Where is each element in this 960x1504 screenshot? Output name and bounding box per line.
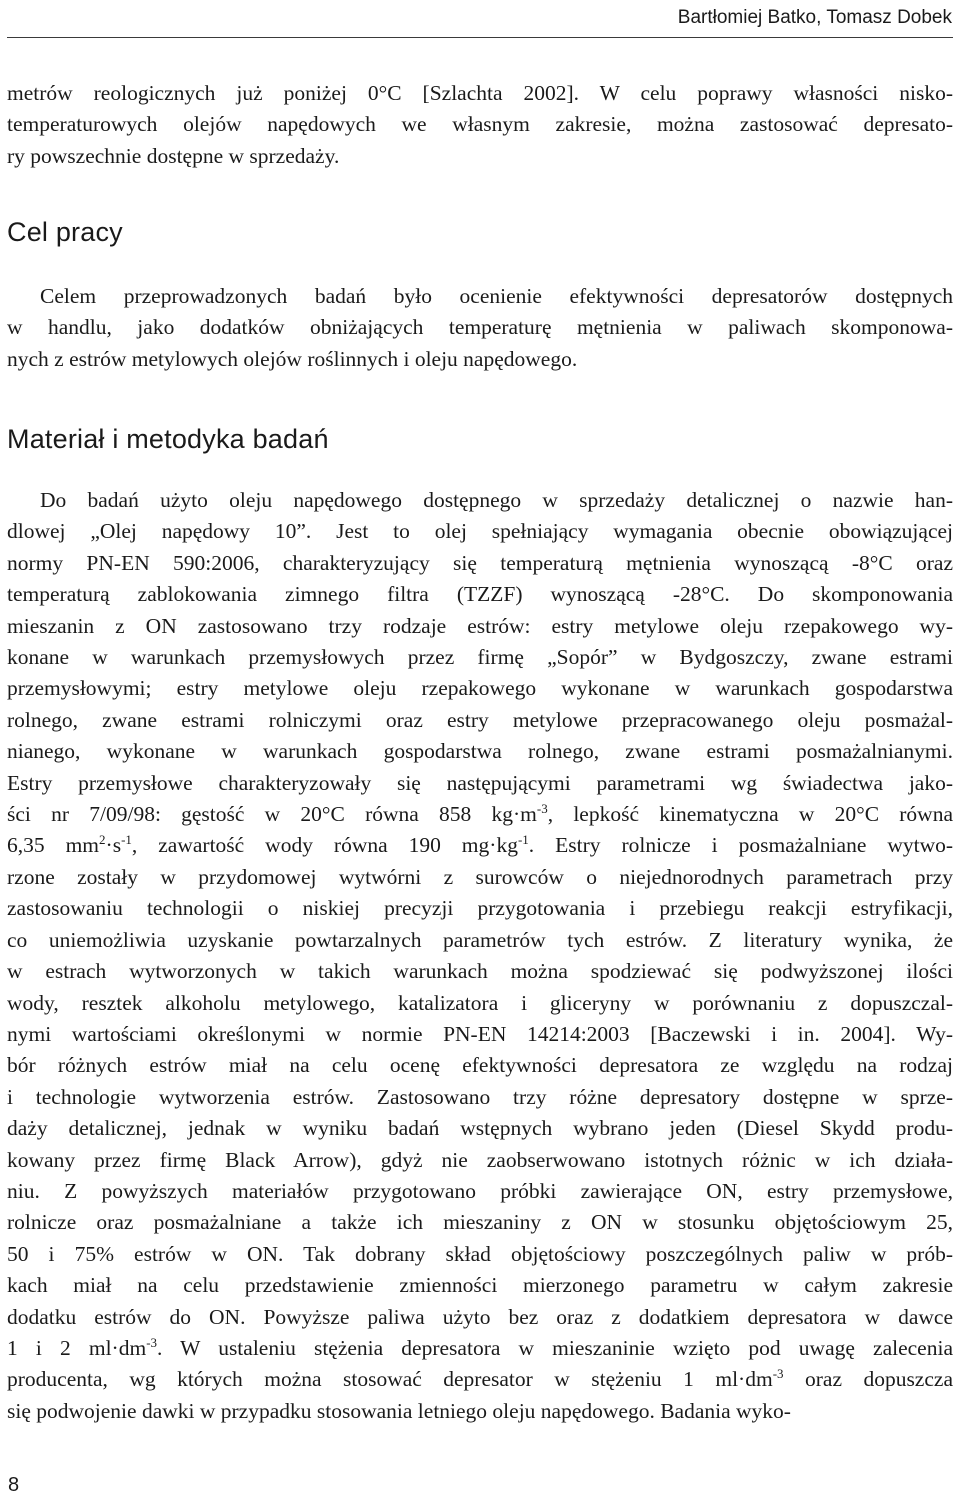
- text-line: dlowej „Olej napędowy 10”. Jest to olej spełniający wymagania obecnie obowiązującej: [7, 519, 953, 544]
- text-line: w estrach wytworzonych w takich warunkach można spodziewać się podwyższonej ilości: [7, 959, 953, 984]
- text-line: rolnego, zwane estrami rolniczymi oraz estry metylowe przepracowanego oleju posmażal-: [7, 707, 953, 732]
- text-line: normy PN-EN 590:2006, charakteryzujący się temperaturą mętnienia wynoszącą -8°C oraz: [7, 550, 953, 575]
- text-line: ści nr 7/09/98: gęstość w 20°C równa 858 $kg\cdot m^{-3}$, lepkość kinematyczna w 20°C równa: [7, 801, 953, 827]
- text-line: nymi wartościami określonymi w normie PN-EN 14214:2003 [Baczewski i in. 2004]. Wy-: [7, 1021, 953, 1046]
- text-line: metrów reologicznych już poniżej 0°C [Szlachta 2002]. W celu poprawy własności nisko-: [7, 81, 953, 105]
- text-line: wody, resztek alkoholu metylowego, katalizatora i gliceryny w porównaniu z dopuszczal-: [7, 990, 953, 1015]
- text-line: przemysłowymi; estry metylowe oleju rzepakowego wykonane w warunkach gospodarstwa: [7, 676, 953, 701]
- superscript: -1: [121, 832, 132, 848]
- methods-paragraph: [7, 485, 953, 1427]
- text-line: bór różnych estrów miał na celu ocenę efektywności depresatora ze względu na rodzaj: [7, 1053, 953, 1078]
- text-line: się podwojenie dawki w przypadku stosowania letniego oleju napędowego. Badania wyko-: [7, 1398, 791, 1423]
- text-line: nianego, wykonane w warunkach gospodarstwa rolnego, zwane estrami posmażalnianymi.: [7, 739, 953, 764]
- text-line: daży detalicznej, jednak w wyniku badań wstępnych wybrano jeden (Diesel Skydd produ-: [7, 1116, 953, 1141]
- text-line: i technologie wytworzenia estrów. Zastosowano trzy różne depresatory dostępne w sprze-: [7, 1084, 953, 1109]
- text-line: 6,35 $mm^2\cdot s^{-1}$, zawartość wody równa 190 $mg\cdot kg^{-1}$. Estry rolnicze i posmażalniane wytwo-: [7, 832, 954, 858]
- running-header-authors: Bartłomiej Batko, Tomasz Dobek: [677, 7, 952, 28]
- text-line: producenta, wg których można stosować depresator w stężeniu 1 $ml\cdot dm^{-3}$ oraz dopuszcza: [7, 1366, 953, 1392]
- intro-paragraph: [7, 78, 953, 172]
- superscript: -3: [146, 1334, 158, 1350]
- superscript: -3: [536, 801, 548, 817]
- text-line: niu. Z powyższych materiałów przygotowano próbki zawierające ON, estry przemysłowe,: [7, 1178, 953, 1203]
- text-line: temperaturowych olejów napędowych we własnym zakresie, można zastosować depresato-: [7, 112, 953, 137]
- text-line: zastosowaniu technologii o niskiej precyzji przygotowania i przebiegu reakcji estryfikacji,: [7, 896, 953, 921]
- superscript: -1: [517, 832, 529, 848]
- text-line: nych z estrów metylowych olejów roślinnych i oleju napędowego.: [7, 346, 578, 371]
- header-divider: [7, 37, 953, 38]
- text-line: konane w warunkach przemysłowych przez firmę „Sopór” w Bydgoszczy, zwane estrami: [7, 645, 953, 670]
- text-line: dodatku estrów do ON. Powyższe paliwa użyto bez oraz z dodatkiem depresatora w dawce: [7, 1304, 953, 1329]
- text-line: w handlu, jako dodatków obniżających temperaturę mętnienia w paliwach skomponowa-: [7, 315, 953, 340]
- aim-paragraph: [7, 281, 953, 375]
- text-line: kowany przez firmę Black Arrow), gdyż nie zaobserwowano istotnych różnic w ich działa-: [7, 1147, 953, 1172]
- text-line: co uniemożliwia uzyskanie powtarzalnych parametrów tych estrów. Z literatury wynika, że: [7, 927, 953, 952]
- text-line: Do badań użyto oleju napędowego dostępnego w sprzedaży detalicznej o nazwie han-: [40, 488, 953, 512]
- text-line: 1 i 2 $ml\cdot dm^{-3}$. W ustaleniu stężenia depresatora w mieszaninie wzięto pod uwagę zalecenia: [7, 1334, 953, 1360]
- text-line: rolnicze oraz posmażalniane a także ich mieszaniny z ON w stosunku objętościowym 25,: [7, 1210, 953, 1235]
- text-line: rzone zostały w przydomowej wytwórni z surowców o niejednorodnych parametrach przy: [7, 864, 953, 889]
- heading-methods: Materiał i metodyka badań: [7, 424, 329, 454]
- text-line: ry powszechnie dostępne w sprzedaży.: [7, 143, 340, 168]
- text-line: kach miał na celu przedstawienie zmienności mierzonego parametru w całym zakresie: [7, 1273, 953, 1298]
- text-line: mieszanin z ON zastosowano trzy rodzaje estrów: estry metylowe oleju rzepakowego wy-: [7, 613, 953, 638]
- superscript: 2: [99, 832, 106, 848]
- page-number: 8: [8, 1474, 20, 1496]
- text-line: 50 i 75% estrów w ON. Tak dobrany skład objętościowy poszczególnych paliw w prób-: [7, 1241, 953, 1266]
- text-line: Celem przeprowadzonych badań było ocenienie efektywności depresatorów dostępnych: [40, 284, 953, 308]
- text-line: Estry przemysłowe charakteryzowały się następującymi parametrami wg świadectwa jako-: [7, 770, 953, 795]
- superscript: -3: [772, 1366, 784, 1382]
- heading-aim: Cel pracy: [7, 217, 123, 247]
- text-line: temperaturą zablokowania zimnego filtra (TZZF) wynoszącą -28°C. Do skomponowania: [7, 582, 953, 607]
